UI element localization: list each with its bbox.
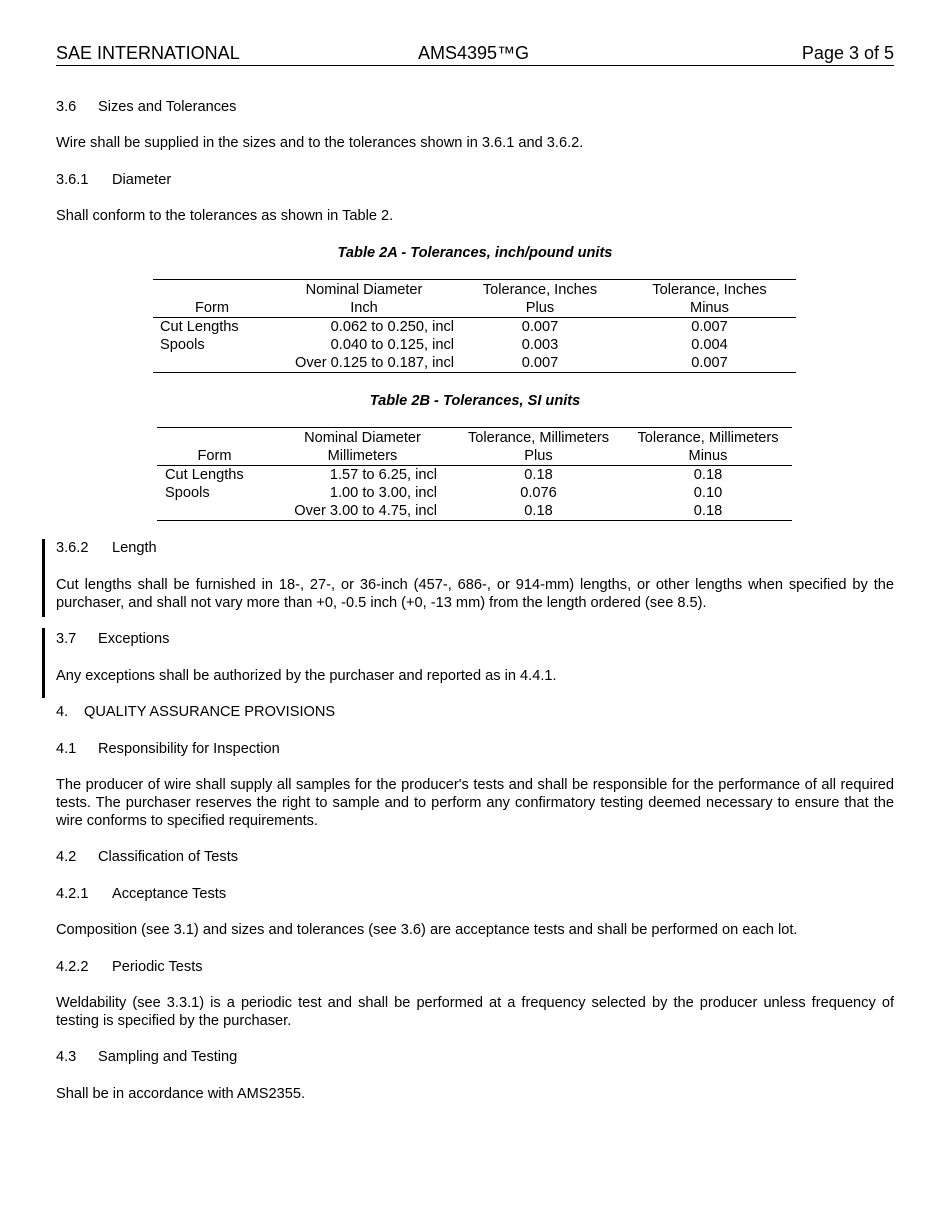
section-number: 4.2.1 <box>56 886 89 902</box>
table-cell: Cut Lengths <box>165 467 244 483</box>
table-header-cell: Nominal Diameter <box>305 282 423 298</box>
section-number: 4.2.2 <box>56 959 89 975</box>
section-number: 4.2 <box>56 849 77 865</box>
table-header-cell: Tolerance, Inches <box>482 282 598 298</box>
section-3-6-2-text: Cut lengths shall be furnished in 18-, 27-, or 36-inch (457-, 686-, or 914-mm) lengths, or other lengths when specified by the purchaser, and shall not vary more than +0, -0.5 inch (+0, -13 mm) from the length ordered (see 8.5). <box>56 577 894 611</box>
table-cell: Over 0.125 to 0.187, incl <box>271 354 457 373</box>
section-number: 3.6.1 <box>56 172 89 188</box>
table-cell: 0.076 <box>520 485 557 501</box>
table-header-cell: Form <box>153 299 271 318</box>
table-header-row <box>153 299 796 318</box>
table-2b-caption: Table 2B - Tolerances, SI units <box>369 393 581 409</box>
table-header-row <box>157 428 792 448</box>
table-row <box>153 336 796 354</box>
section-title: Sampling and Testing <box>98 1049 238 1065</box>
section-title: Responsibility for Inspection <box>98 741 280 757</box>
table-header-row <box>153 280 796 300</box>
section-3-6-1-text: Shall conform to the tolerances as shown in Table 2. <box>56 208 394 224</box>
table-row <box>157 502 792 521</box>
table-row <box>153 318 796 337</box>
table-cell: 0.007 <box>623 354 796 373</box>
table-cell <box>157 502 272 521</box>
table-header-cell: Inch <box>271 299 457 318</box>
section-4-2-1-text: Composition (see 3.1) and sizes and tolerances (see 3.6) are acceptance tests and shall be performed on each lot. <box>56 922 798 938</box>
table-cell: Over 3.00 to 4.75, incl <box>272 502 453 521</box>
table-cell: 0.18 <box>453 502 624 521</box>
section-3-6-heading <box>56 98 894 116</box>
table-header-cell: Tolerance, Inches <box>652 282 767 298</box>
header-doc-id: AMS4395™G <box>418 43 530 63</box>
section-3-7-heading <box>56 630 894 648</box>
section-4-1-heading <box>56 740 894 758</box>
section-3-6-text: Wire shall be supplied in the sizes and to the tolerances shown in 3.6.1 and 3.6.2. <box>56 135 584 151</box>
table-header-cell: Minus <box>623 299 796 318</box>
section-4-3-heading <box>56 1048 894 1066</box>
section-number: 3.7 <box>56 631 77 647</box>
table-header-cell: Tolerance, Millimeters <box>467 430 610 446</box>
section-number: 3.6 <box>56 99 77 115</box>
table-cell: 0.18 <box>624 502 792 521</box>
table-cell: 0.10 <box>693 485 723 501</box>
table-header-cell: Millimeters <box>272 447 453 466</box>
section-title: Diameter <box>112 172 172 188</box>
section-4-1-text: The producer of wire shall supply all samples for the producer's tests and shall be responsible for the performance of all required tests. The purchaser reserves the right to sample and to perform any confirmatory testing deemed necessary to ensure that the wire conforms to specified requirements. <box>56 777 894 829</box>
table-header-cell: Tolerance, Millimeters <box>637 430 779 446</box>
table-2a <box>153 279 796 373</box>
section-4-2-2-heading <box>56 958 894 976</box>
table-header-cell: Minus <box>624 447 792 466</box>
revision-change-bar <box>42 628 45 698</box>
table-cell: 1.00 to 3.00, incl <box>329 485 437 501</box>
section-number: 3.6.2 <box>56 540 89 556</box>
header-org: SAE INTERNATIONAL <box>56 43 240 63</box>
table-header-cell: Plus <box>453 447 624 466</box>
section-title: Classification of Tests <box>98 849 239 865</box>
table-cell: 1.57 to 6.25, incl <box>329 467 437 483</box>
section-number: 4. <box>56 704 69 720</box>
table-cell: 0.18 <box>693 467 723 483</box>
table-row <box>157 466 792 485</box>
table-cell: 0.007 <box>521 319 559 335</box>
table-cell: 0.040 to 0.125, incl <box>330 337 454 353</box>
table-row <box>153 354 796 373</box>
table-header-cell: Nominal Diameter <box>304 430 421 446</box>
section-number: 4.1 <box>56 741 77 757</box>
section-title: Sizes and Tolerances <box>98 99 237 115</box>
section-4-2-2-text: Weldability (see 3.3.1) is a periodic test and shall be performed at a frequency selected by the producer unless frequency of testing is specified by the purchaser. <box>56 995 894 1029</box>
section-4-heading <box>56 703 894 721</box>
table-2b <box>157 427 792 521</box>
table-cell: 0.007 <box>457 354 623 373</box>
section-4-2-1-heading <box>56 885 894 903</box>
table-header-cell: Plus <box>457 299 623 318</box>
table-header-row <box>157 447 792 466</box>
table-cell: 0.007 <box>691 319 728 335</box>
section-4-2-heading <box>56 848 894 866</box>
table-cell: Spools <box>160 337 205 353</box>
section-number: 4.3 <box>56 1049 77 1065</box>
section-3-6-1-heading <box>56 171 894 189</box>
page-header <box>56 43 894 66</box>
section-title: QUALITY ASSURANCE PROVISIONS <box>84 704 336 720</box>
table-cell: Cut Lengths <box>160 319 239 335</box>
table-header-cell <box>157 428 272 448</box>
section-3-7-text: Any exceptions shall be authorized by the purchaser and reported as in 4.4.1. <box>56 668 557 684</box>
section-title: Exceptions <box>98 631 170 647</box>
section-4-3-text: Shall be in accordance with AMS2355. <box>56 1086 306 1102</box>
table-row <box>157 484 792 502</box>
table-header-cell: Form <box>157 447 272 466</box>
table-header-cell <box>153 280 271 300</box>
section-title: Periodic Tests <box>112 959 203 975</box>
table-cell: 0.003 <box>521 337 559 353</box>
revision-change-bar <box>42 539 45 617</box>
table-cell: 0.004 <box>691 337 728 353</box>
table-cell: 0.062 to 0.250, incl <box>330 319 454 335</box>
table-cell <box>153 354 271 373</box>
section-title: Length <box>112 540 157 556</box>
section-3-6-2-heading <box>56 539 894 557</box>
section-title: Acceptance Tests <box>112 886 227 902</box>
header-page-number: Page 3 of 5 <box>801 43 894 63</box>
table-cell: 0.18 <box>524 467 553 483</box>
table-cell: Spools <box>165 485 210 501</box>
table-2a-caption: Table 2A - Tolerances, inch/pound units <box>337 245 613 261</box>
